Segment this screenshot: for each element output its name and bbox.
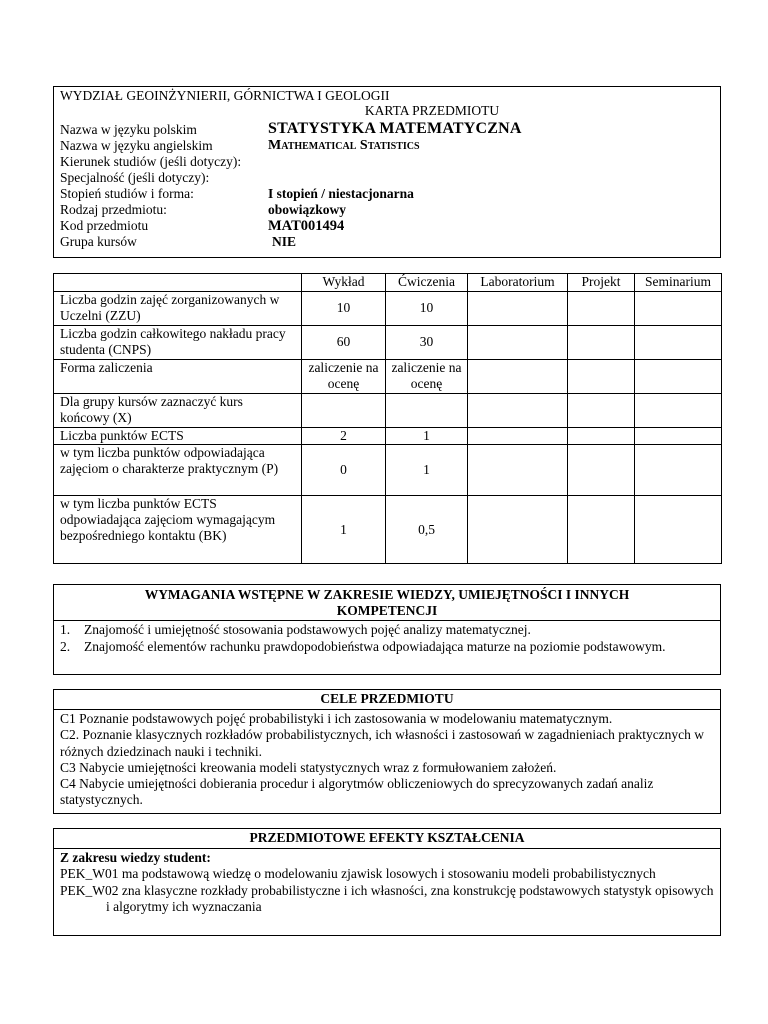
table-cell <box>468 326 568 360</box>
table-cell: 1 <box>386 428 468 445</box>
table-row <box>54 428 722 445</box>
table-cell <box>302 394 386 428</box>
requirements-section <box>53 584 721 675</box>
requirements-body <box>54 621 720 656</box>
header-row-group <box>60 234 714 250</box>
goal-item: C1 Poznanie podstawowych pojęć probabilistyki i ich zastosowania w modelowaniu matematycznym. <box>60 711 613 727</box>
label-code: Kod przedmiotu <box>60 218 149 233</box>
table-cell <box>568 326 635 360</box>
header-row-direction <box>60 154 714 170</box>
outcomes-body <box>54 849 720 917</box>
label-english-name: Nazwa w języku angielskim <box>60 138 213 153</box>
table-row <box>54 445 722 496</box>
goals-section <box>53 689 721 814</box>
label-direction: Kierunek studiów (jeśli dotyczy): <box>60 154 242 169</box>
table-cell: 0,5 <box>386 496 468 564</box>
table-cell: 1 <box>302 496 386 564</box>
level-value: I stopień / niestacjonarna <box>268 186 414 201</box>
list-item <box>60 639 714 655</box>
table-cell <box>468 292 568 326</box>
table-cell <box>568 445 635 496</box>
goal-item: C3 Nabycie umiejętności kreowania modeli statystycznych wraz z formułowaniem założeń. <box>60 759 557 775</box>
group-value: NIE <box>272 234 297 249</box>
item-text: Znajomość i umiejętność stosowania podstawowych pojęć analizy matematycznej. <box>84 622 531 638</box>
table-row <box>54 496 722 564</box>
table-row <box>54 292 722 326</box>
table-cell <box>635 496 722 564</box>
goals-body <box>54 710 720 810</box>
table-row <box>54 326 722 360</box>
table-cell: 2 <box>302 428 386 445</box>
item-text: Znajomość elementów rachunku prawdopodobieństwa odpowiadająca maturze na poziomie podstawowym. <box>84 638 666 654</box>
table-cell <box>568 292 635 326</box>
item-number: 2. <box>60 638 71 654</box>
outcome-item: PEK_W01 ma podstawową wiedzę o modelowaniu zjawisk losowych i stosowaniu modeli probabilistycznych <box>60 866 656 882</box>
table-cell <box>635 326 722 360</box>
course-name-pl: STATYSTYKA MATEMATYCZNA <box>268 119 522 137</box>
table-cell <box>635 292 722 326</box>
table-cell <box>568 394 635 428</box>
table-cell <box>468 360 568 394</box>
table-cell: zaliczenie na ocenę <box>302 360 386 394</box>
corner-cell <box>54 274 302 292</box>
table-cell: 0 <box>302 445 386 496</box>
table-cell: 30 <box>386 326 468 360</box>
table-cell <box>468 445 568 496</box>
label-specialty: Specjalność (jeśli dotyczy): <box>60 170 210 185</box>
header-row-code <box>60 218 714 234</box>
table-cell <box>635 445 722 496</box>
row-label: Dla grupy kursów zaznaczyć kurs końcowy (X) <box>54 394 302 428</box>
course-code: MAT001494 <box>268 218 345 234</box>
col-header: Ćwiczenia <box>386 274 468 292</box>
row-label: Liczba godzin całkowitego nakładu pracy studenta (CNPS) <box>54 326 302 360</box>
header-row-pl-name <box>60 119 714 138</box>
col-header: Laboratorium <box>468 274 568 292</box>
table-cell: 10 <box>386 292 468 326</box>
col-header: Wykład <box>302 274 386 292</box>
table-header-row <box>54 274 722 292</box>
course-name-en: Mathematical Statistics <box>268 138 420 153</box>
card-title-row <box>60 103 714 119</box>
list-item <box>60 622 714 638</box>
table-cell: 10 <box>302 292 386 326</box>
outcomes-subtitle: Z zakresu wiedzy student: <box>60 850 211 866</box>
table-cell <box>468 496 568 564</box>
requirements-title: WYMAGANIA WSTĘPNE W ZAKRESIE WIEDZY, UMIEJĘTNOŚCI I INNYCH KOMPETENCJI <box>54 585 720 621</box>
table-cell: 1 <box>386 445 468 496</box>
requirements-list <box>60 622 714 654</box>
table-cell <box>386 394 468 428</box>
row-label: w tym liczba punktów odpowiadająca zajęciom o charakterze praktycznym (P) <box>54 445 302 496</box>
header-row-en-name <box>60 138 714 154</box>
goal-item: C4 Nabycie umiejętności dobierania procedur i algorytmów obliczeniowych do sprecyzowanych zadań analiz statystycznych. <box>60 775 654 808</box>
table-cell <box>468 428 568 445</box>
label-polish-name: Nazwa w języku polskim <box>60 121 197 137</box>
col-header: Seminarium <box>635 274 722 292</box>
outcomes-section <box>53 828 721 936</box>
table-row <box>54 394 722 428</box>
label-level: Stopień studiów i forma: <box>60 186 194 201</box>
label-type: Rodzaj przedmiotu: <box>60 202 167 217</box>
outcome-item: PEK_W02 zna klasyczne rozkłady probabilistyczne i ich własności, zna konstrukcję podstawowych statystyk opisowych i algorytmy ich wyznaczania <box>60 882 714 914</box>
goals-title: CELE PRZEDMIOTU <box>54 690 720 710</box>
hours-table <box>53 273 722 564</box>
row-label: Liczba godzin zajęć zorganizowanych w Uczelni (ZZU) <box>54 292 302 326</box>
row-label: w tym liczba punktów ECTS odpowiadająca zajęciom wymagającym bezpośredniego kontaktu (BK) <box>54 496 302 564</box>
type-value: obowiązkowy <box>268 202 347 217</box>
table-cell <box>635 394 722 428</box>
table-cell: 60 <box>302 326 386 360</box>
table-cell: zaliczenie na ocenę <box>386 360 468 394</box>
label-group: Grupa kursów <box>60 234 137 249</box>
card-title: KARTA PRZEDMIOTU <box>364 103 500 118</box>
faculty-row <box>60 88 714 103</box>
table-cell <box>568 360 635 394</box>
row-label: Liczba punktów ECTS <box>54 428 302 445</box>
table-cell <box>635 360 722 394</box>
table-cell <box>635 428 722 445</box>
header-row-specialty <box>60 170 714 186</box>
faculty-name: WYDZIAŁ GEOINŻYNIERII, GÓRNICTWA I GEOLOGII <box>60 88 390 103</box>
table-cell <box>568 496 635 564</box>
table-row <box>54 360 722 394</box>
goal-item: C2. Poznanie klasycznych rozkładów probabilistycznych, ich własności i zastosowań w zagadnieniach praktycznych w różnych dziedzinach nauki i techniki. <box>60 727 705 759</box>
table-cell <box>468 394 568 428</box>
item-number: 1. <box>60 622 71 638</box>
header-row-type <box>60 202 714 218</box>
row-label: Forma zaliczenia <box>54 360 302 394</box>
table-cell <box>568 428 635 445</box>
course-header <box>53 86 721 258</box>
header-row-level <box>60 186 714 202</box>
col-header: Projekt <box>568 274 635 292</box>
outcomes-title: PRZEDMIOTOWE EFEKTY KSZTAŁCENIA <box>54 829 720 849</box>
